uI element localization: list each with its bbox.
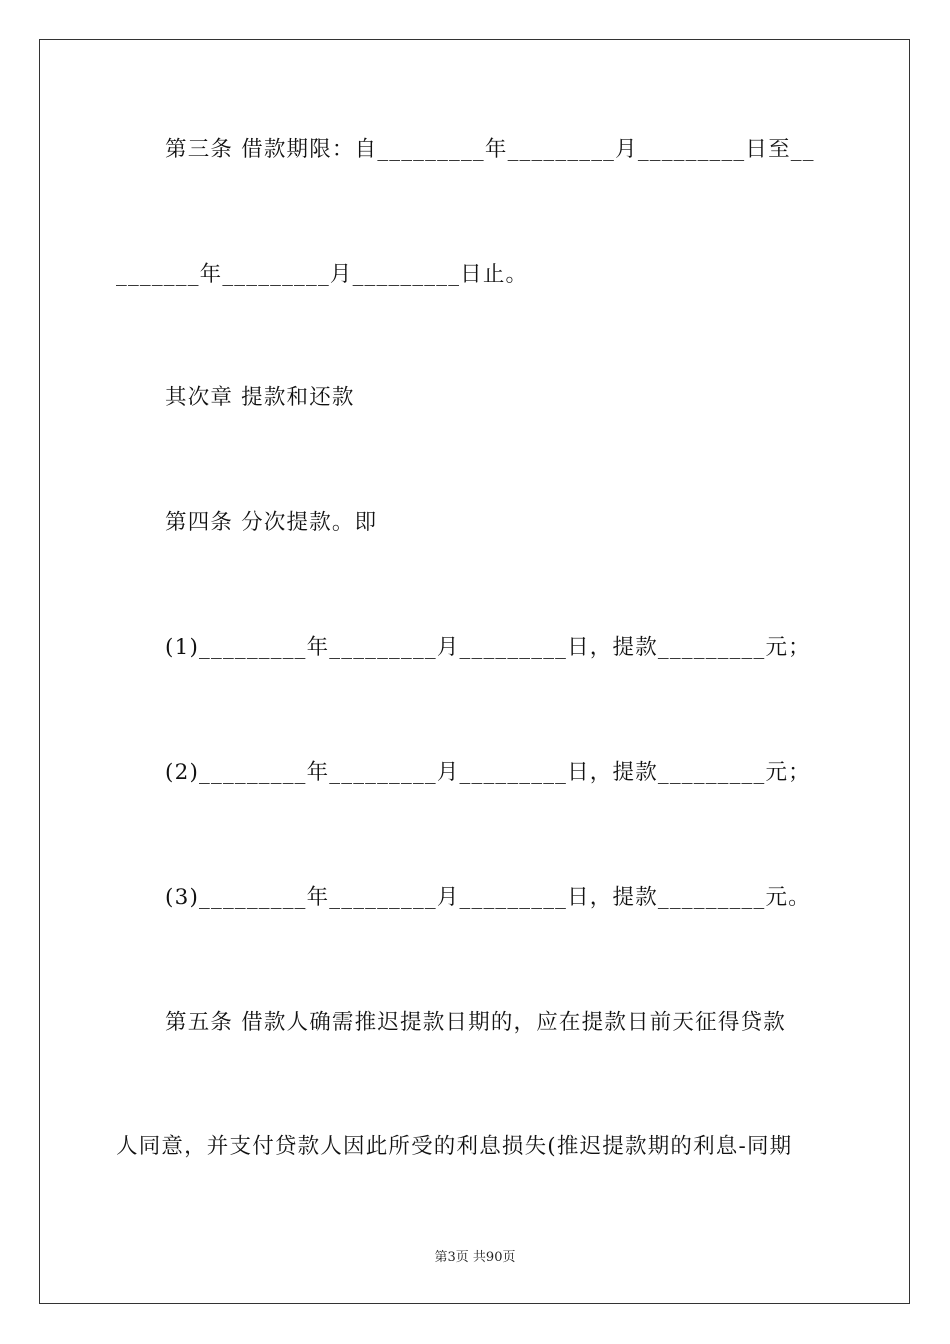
article-5-line-2: 人同意，并支付贷款人因此所受的利息损失(推迟提款期的利息-同期 [116, 1134, 793, 1159]
page-number-footer: 第3页 共90页 [434, 1250, 516, 1265]
page-border [39, 39, 910, 1304]
withdrawal-item-3: (3)_________年_________月_________日，提款_________元。 [165, 885, 811, 910]
chapter-2-heading: 其次章 提款和还款 [165, 385, 355, 410]
withdrawal-item-1: (1)_________年_________月_________日，提款_________元； [165, 635, 811, 660]
article-3-line-2: _______年_________月_________日止。 [116, 262, 529, 287]
article-5-line-1: 第五条 借款人确需推迟提款日期的，应在提款日前天征得贷款 [165, 1010, 786, 1035]
article-4-line: 第四条 分次提款。即 [165, 510, 378, 535]
withdrawal-item-2: (2)_________年_________月_________日，提款_________元； [165, 760, 811, 785]
article-3-line-1: 第三条 借款期限：自_________年_________月_________日至__ [165, 137, 815, 162]
